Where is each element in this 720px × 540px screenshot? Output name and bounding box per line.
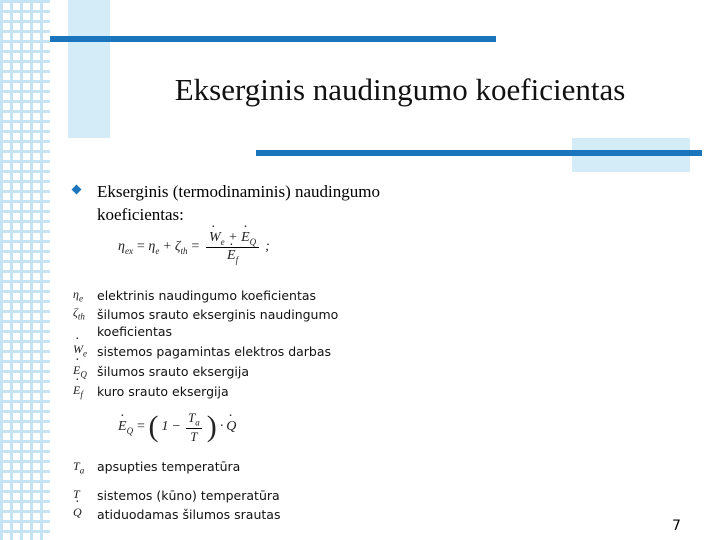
- formula-operator: =: [135, 239, 146, 255]
- right-parenthesis: ): [206, 410, 217, 444]
- definition-text: koeficientas: [97, 324, 173, 339]
- ratio-denominator: T: [190, 428, 198, 444]
- definition-text: šilumos srauto ekserginis naudingumo: [97, 307, 339, 322]
- symbol-eq: · $E_Q$: [73, 363, 87, 379]
- definition-text: sistemos pagamintas elektros darbas: [97, 344, 332, 359]
- formula-terminator: ;: [265, 239, 270, 255]
- heat-exergy-formula: [118, 410, 236, 445]
- definition-text: kuro srauto eksergija: [97, 384, 229, 399]
- formula-symbol: $\eta_e$: [148, 238, 160, 256]
- fraction-numerator: · $W_e$ + · $E_Q$: [206, 230, 259, 248]
- definition-text: šilumos srauto eksergija: [97, 364, 250, 379]
- symbol-q: · Q: [73, 505, 82, 520]
- diamond-bullet-icon: [72, 185, 82, 195]
- formula-number: 1: [161, 419, 169, 435]
- formula-operator: −: [171, 419, 181, 435]
- page-number: 7: [672, 518, 681, 534]
- slide-title: Ekserginis naudingumo koeficientas: [174, 72, 626, 107]
- formula-fraction: [206, 230, 259, 265]
- formula-symbol: $\zeta_{th}$: [174, 238, 188, 256]
- left-parenthesis: (: [148, 410, 159, 444]
- formula-symbol: · $E_Q$: [118, 419, 133, 436]
- right-accent-bar: [256, 150, 702, 156]
- bullet-text: Ekserginis (termodinaminis) naudingumo koeficientas:: [97, 182, 380, 224]
- definition-text: sistemos (kūno) temperatūra: [97, 488, 280, 503]
- formula-symbol: $\eta_{ex}$: [118, 238, 133, 256]
- temperature-ratio: [186, 410, 202, 445]
- formula-operator: =: [136, 419, 146, 435]
- formula-operator: ·: [219, 419, 224, 435]
- definition-text: elektrinis naudingumo koeficientas: [97, 288, 317, 303]
- symbol-ta: $T_a$: [73, 459, 85, 476]
- fraction-denominator: · $E_f$: [224, 248, 241, 265]
- symbol-zeta-th: $\zeta_{th}$: [73, 305, 85, 322]
- definition-text: atiduodamas šilumos srautas: [97, 507, 281, 522]
- exergy-efficiency-formula: [118, 230, 270, 265]
- top-accent-bar: [50, 36, 496, 42]
- formula-symbol: · Q: [226, 419, 236, 435]
- definition-text: apsupties temperatūra: [97, 459, 241, 474]
- formula-operator: +: [162, 239, 172, 255]
- left-grid-decoration: [0, 0, 50, 540]
- top-light-block: [68, 0, 110, 138]
- formula-operator: =: [190, 239, 200, 255]
- symbol-t: T: [73, 487, 80, 501]
- symbol-eta-e: $\eta_e$: [73, 287, 83, 304]
- symbol-ef: · $E_f$: [73, 383, 83, 399]
- ratio-numerator: $T_a$: [187, 410, 200, 428]
- symbol-we: · $W_e$: [73, 342, 87, 358]
